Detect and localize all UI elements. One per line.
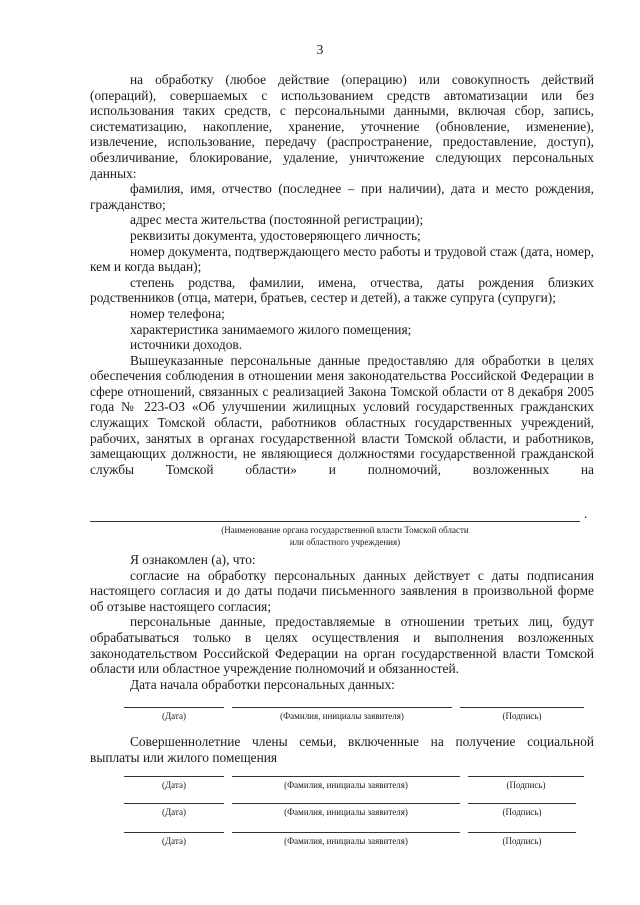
paragraph-relatives: степень родства, фамилии, имена, отчества, даты рождения близких родственников (отца, матери, братьев, сестер и детей), а также супруга (супруги); — [90, 274, 594, 306]
paragraph-processing: на обработку (любое действие (операцию) или совокупность действий (операций), совершаемых с использованием средств автоматизации или без использования таких средств, с персональными данными, включая сбор, запись, систематизацию, накопление, хранение, уточнение (обновление, изменение), извлечение, использование, передачу (распространение, предоставление, доступ), обезличивание, блокирование, удаление, уничтожение следующих персональных данных: — [90, 72, 594, 181]
family-1-date-caption: (Дата) — [162, 780, 186, 790]
paragraph-id-document: реквизиты документа, удостоверяющего личность; — [130, 227, 421, 243]
applicant-name-line[interactable] — [232, 707, 452, 708]
paragraph-phone: номер телефона; — [130, 305, 225, 321]
acknowledgement-block — [90, 552, 594, 692]
family-3-name-line[interactable] — [232, 832, 460, 833]
paragraph-address: адрес места жительства (постоянной регистрации); — [130, 212, 424, 228]
organ-caption-1: (Наименование органа государственной власти Томской области — [221, 525, 469, 535]
family-3-date-caption: (Дата) — [162, 836, 186, 846]
applicant-date-caption: (Дата) — [162, 711, 186, 721]
family-2-date-caption: (Дата) — [162, 807, 186, 817]
family-block — [90, 734, 594, 765]
family-2-name-caption: (Фамилия, инициалы заявителя) — [284, 807, 408, 817]
organ-caption-2: или областного учреждения) — [289, 537, 401, 547]
family-2-signature-line[interactable] — [468, 803, 576, 804]
family-2-signature-caption: (Подпись) — [502, 807, 542, 817]
family-3-signature-line[interactable] — [468, 832, 576, 833]
paragraph-purpose: Вышеуказанные персональные данные предоставляю для обработки в целях обеспечения соблюдения в отношении меня законодательства Российской Федерации в сфере отношений, связанных с реализацией Закона Томской области от 8 декабря 2005 года № 223-ОЗ «Об улучшении жилищных условий государственных гражданских служащих Томской области, работников областных государственных учреждений, рабочих, занятых в органах государственной власти Томской области, и работников, замещающих должности, не являющиеся должностями государственной гражданской службы Томской области» и полномочий, возложенных на — [90, 352, 594, 477]
page-number: 3 — [316, 42, 324, 57]
family-3-date-line[interactable] — [124, 832, 224, 833]
paragraph-housing: характеристика занимаемого жилого помещения; — [130, 321, 412, 337]
applicant-name-caption: (Фамилия, инициалы заявителя) — [280, 711, 404, 721]
family-heading: Совершеннолетние члены семьи, включенные на получение социальной выплаты или жилого помещения — [90, 734, 594, 765]
family-3-signature-caption: (Подпись) — [502, 836, 542, 846]
consent-body — [90, 72, 594, 477]
family-1-signature-caption: (Подпись) — [506, 780, 546, 790]
family-3-name-caption: (Фамилия, инициалы заявителя) — [284, 836, 408, 846]
paragraph-income: источники доходов. — [130, 337, 243, 353]
family-2-date-line[interactable] — [124, 803, 224, 804]
acknowledged-validity: согласие на обработку персональных данных действует с даты подписания настоящего согласия и до даты подачи письменного заявления в произвольной форме об отзыве настоящего согласия; — [90, 567, 594, 614]
family-1-name-line[interactable] — [232, 776, 460, 777]
family-1-name-caption: (Фамилия, инициалы заявителя) — [284, 780, 408, 790]
family-1-signature-line[interactable] — [468, 776, 584, 777]
processing-start-date-label: Дата начала обработки персональных данных: — [130, 676, 395, 692]
applicant-signature-line[interactable] — [460, 707, 584, 708]
paragraph-work-document: номер документа, подтверждающего место работы и трудовой стаж (дата, номер, кем и когда выдан); — [90, 243, 594, 275]
applicant-date-line[interactable] — [124, 707, 224, 708]
family-1-date-line[interactable] — [124, 776, 224, 777]
organ-name-line[interactable] — [90, 521, 580, 522]
acknowledged-third-parties: персональные данные, предоставляемые в отношении третьих лиц, будут обрабатываться только в целях осуществления и выполнения возложенных законодательством Российской Федерации на орган государственной власти Томской области или областное учреждение полномочий и обязанностей. — [90, 614, 594, 677]
applicant-signature-caption: (Подпись) — [502, 711, 542, 721]
family-2-name-line[interactable] — [232, 803, 460, 804]
acknowledged-title: Я ознакомлен (а), что: — [130, 552, 256, 567]
organ-line-end: . — [584, 506, 588, 521]
paragraph-full-name: фамилия, имя, отчество (последнее – при наличии), дата и место рождения, гражданство; — [90, 181, 594, 212]
